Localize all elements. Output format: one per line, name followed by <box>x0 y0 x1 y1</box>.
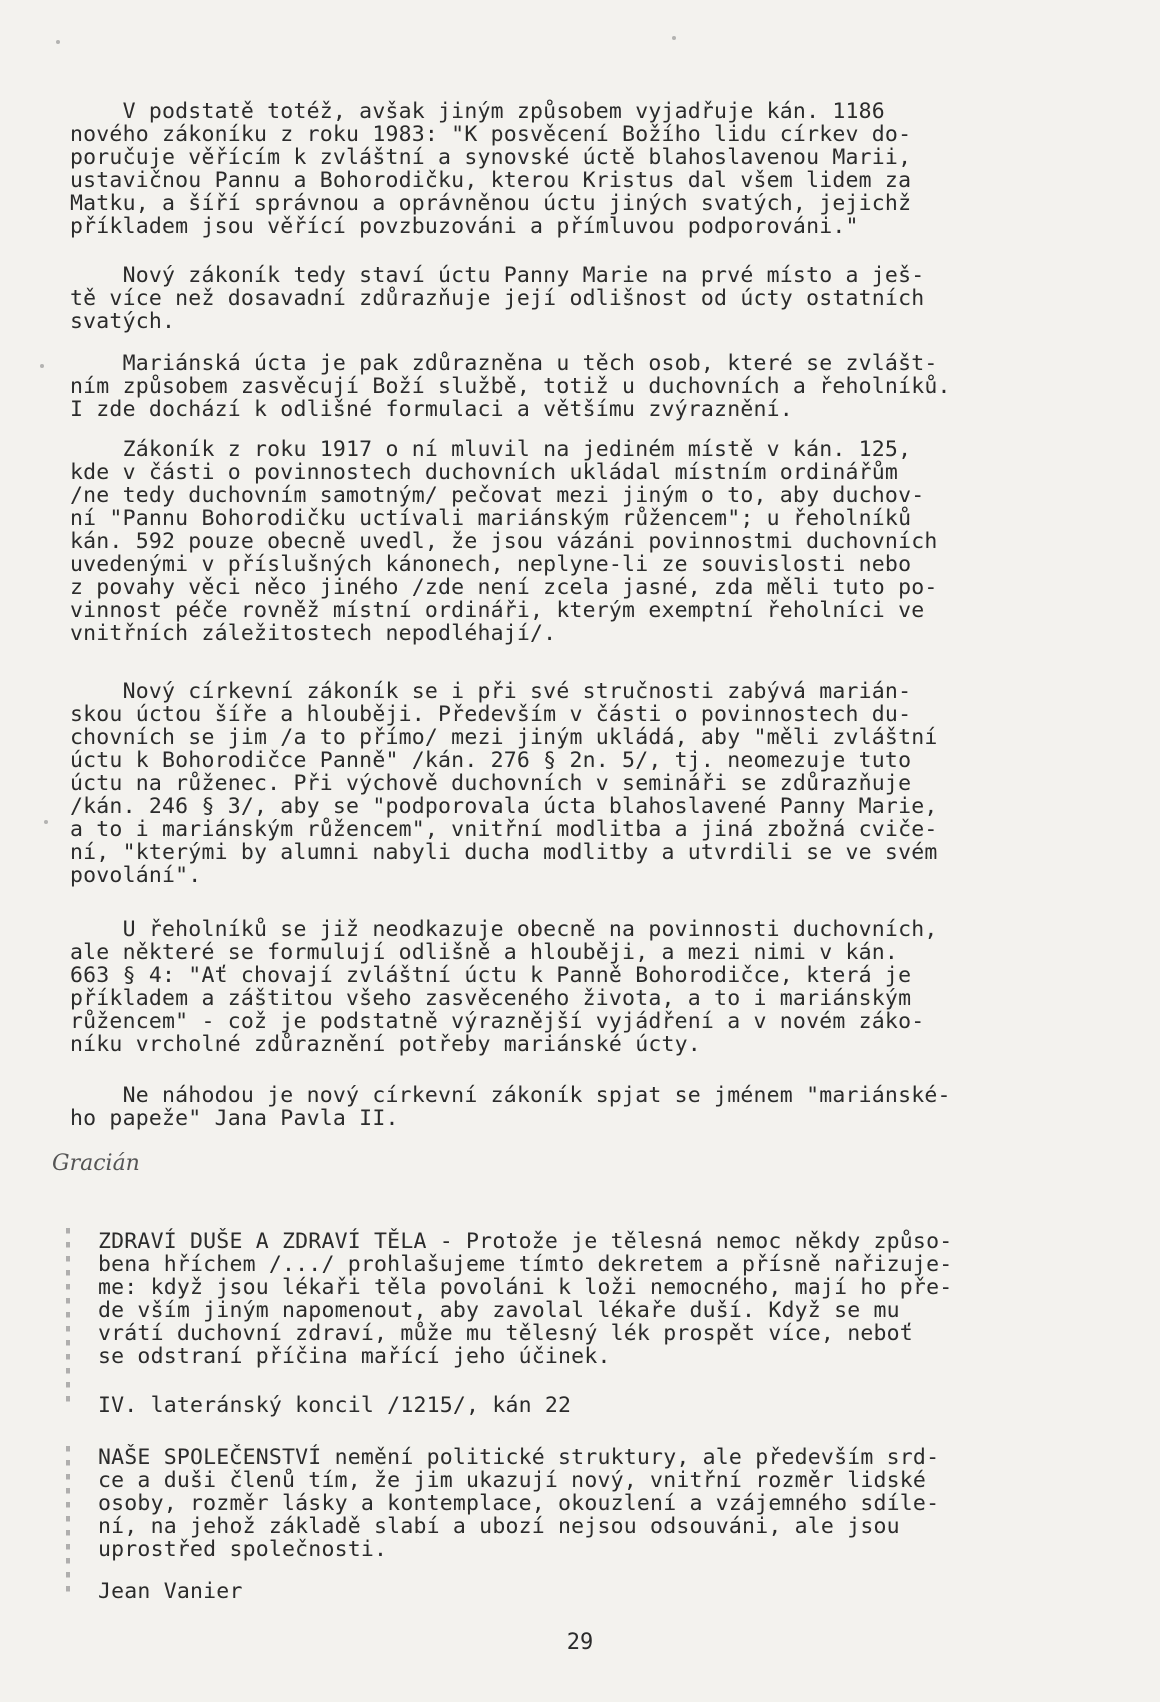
paragraph-new-code-depth: Nový církevní zákoník se i při své stručnosti zabývá marián- skou úctou šíře a hlouběji. Především v části o povinnostech du- chovních se jim /a to přímo/ mezi jiným ukládá, aby "měli zvláštní úctu k Bohorodičce Panně" /kán. 276 § 2n. 5/, tj. neomezuje tuto úctu na růženec. Při výchově duchovních v semináři se zdůrazňuje /kán. 246 § 3/, aby se "podporovala úcta blahoslavené Panny Marie, a to i mariánským růžencem", vnitřní modlitba a jiná zbožná cviče- ní, "kterými by alumni nabyli ducha modlitby a utvrdili se ve svém povolání". <box>70 679 938 888</box>
quote-margin-dots <box>66 1228 70 1408</box>
paragraph-marian-pope: Ne náhodou je nový církevní zákoník spjat se jménem "mariánské- ho papeže" Jana Pavla II. <box>70 1083 951 1131</box>
paragraph-canon-1186: V podstatě totéž, avšak jiným způsobem vyjadřuje kán. 1186 nového zákoníku z roku 1983: "K posvěcení Božího lidu církev do- poručuje věřícím k zvláštní a synovské úctě blahoslavenou Marii, ustavičnou Pannu a Bohorodičku, kterou Kristus dal všem lidem za Matku, a šíří správnou a oprávněnou úctu jiných svatých, jejichž příkladem jsou věřící povzbuzováni a přímluvou podporováni." <box>70 99 912 239</box>
quote-source-vanier: Jean Vanier <box>98 1579 243 1604</box>
paper-speck <box>40 364 44 368</box>
page-number: 29 <box>566 1630 594 1655</box>
paper-speck <box>56 40 60 44</box>
paper-speck <box>672 36 676 40</box>
paragraph-clergy-religious: Mariánská úcta je pak zdůrazněna u těch osob, které se zvlášt- ním způsobem zasvěcují Boží službě, totiž u duchovních a řeholníků. I zde dochází k odlišné formulaci a většímu zvýraznění. <box>70 351 951 422</box>
paragraph-code-1917: Zákoník z roku 1917 o ní mluvil na jediném místě v kán. 125, kde v části o povinnostech duchovních ukládal místním ordinářům /ne tedy duchovním samotným/ pečovat mezi jiným o to, aby duchov- ní "Pannu Bohorodičku uctívali mariánským růžencem"; u řeholníků kán. 592 pouze obecně uvedl, že jsou vázáni povinnostmi duchovních uvedenými v příslušných kánonech, neplyne-li ze souvislosti nebo z povahy věci něco jiného /zde není zcela jasné, zda měli tuto po- vinnost péče rovněž místní ordináři, kterým exemptní řeholníci ve vnitřních záležitostech nepodléhají/. <box>70 437 938 646</box>
quote-source-lateran: IV. lateránský koncil /1215/, kán 22 <box>98 1393 572 1418</box>
quote-text-vanier: NAŠE SPOLEČENSTVÍ nemění politické struktury, ale především srd- ce a duši členů tím, že jim ukazují nový, vnitřní rozměr lidské osoby, rozměr lásky a kontemplace, okouzlení a vzájemného sdíle- ní, na jehož základě slabí a ubozí nejsou odsouváni, ale jsou uprostřed společnosti. <box>98 1445 940 1562</box>
author-signature: Gracián <box>52 1151 140 1176</box>
quote-text-lateran: ZDRAVÍ DUŠE A ZDRAVÍ TĚLA - Protože je tělesná nemoc někdy způso- bena hříchem /.../ prohlašujeme tímto dekretem a přísně nařizuje- me: když jsou lékaři těla povoláni k loži nemocného, mají ho pře- de vším jiným napomenout, aby zavolal lékaře duší. Když se mu vrátí duchovní zdraví, může mu tělesný lék prospět více, neboť se odstraní příčina mařící jeho účinek. <box>98 1229 953 1369</box>
paragraph-new-code: Nový zákoník tedy staví úctu Panny Marie na prvé místo a ješ- tě více než dosavadní zdůrazňuje její odlišnost od úcty ostatních svatých. <box>70 263 925 334</box>
paper-speck <box>44 820 48 824</box>
paragraph-religious: U řeholníků se již neodkazuje obecně na povinnosti duchovních, ale některé se formulují odlišně a hlouběji, a mezi nimi v kán. 663 § 4: "Ať chovají zvláštní úctu k Panně Bohorodičce, která je příkladem a záštitou všeho zasvěceného života, a to i mariánským růžencem" - což je podstatně výraznější vyjádření a v novém záko- níku vrcholné zdůraznění potřeby mariánské úcty. <box>70 917 938 1057</box>
quote-margin-dots <box>66 1446 70 1596</box>
